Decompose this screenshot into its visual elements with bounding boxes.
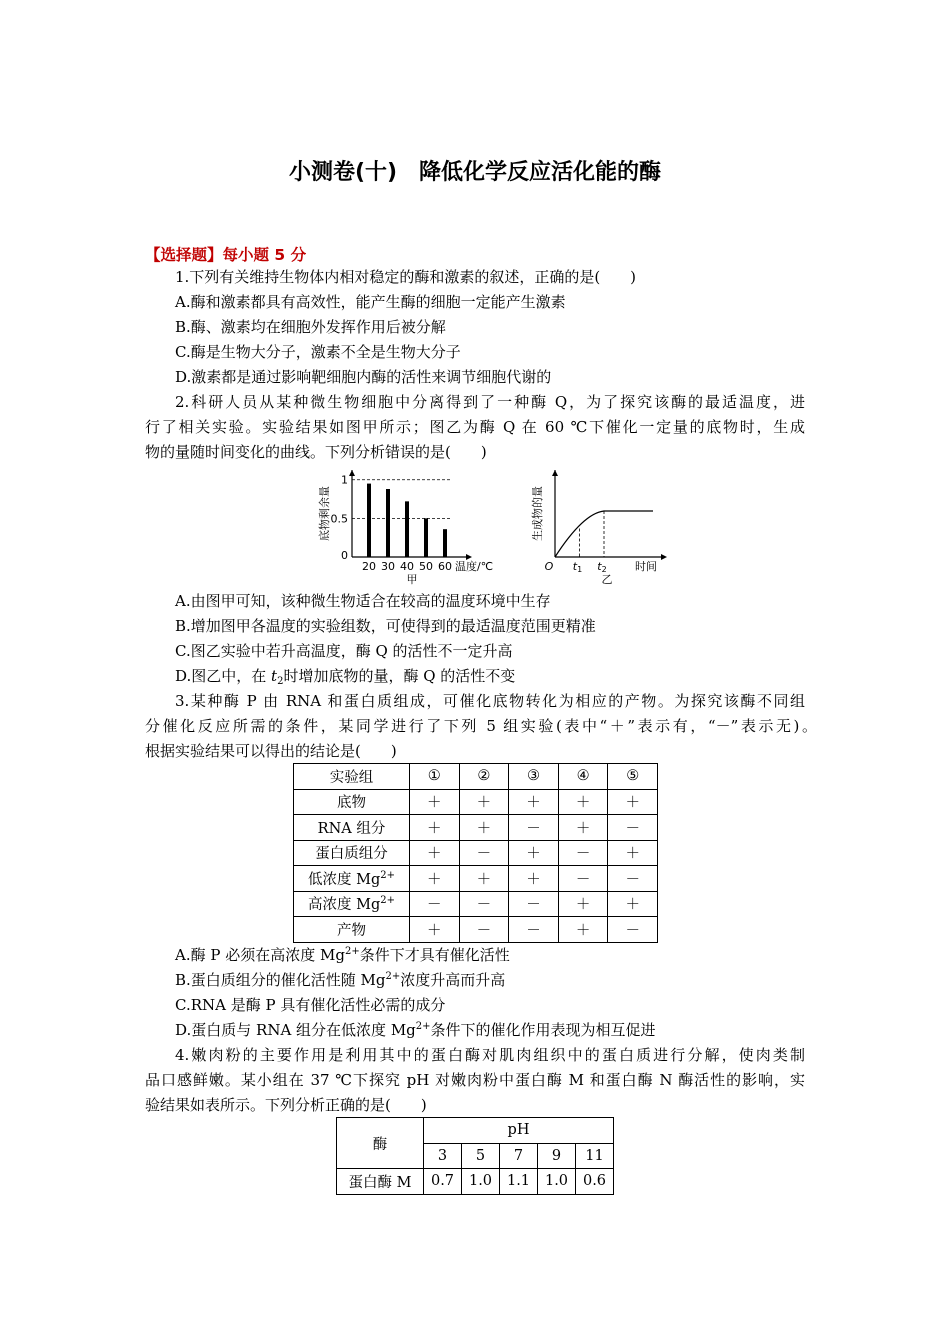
x-tick-label: t1 [572, 560, 583, 574]
page-title: 小测卷(十) 降低化学反应活化能的酶 [288, 160, 662, 185]
bar [443, 529, 447, 557]
q2-figures [300, 462, 680, 586]
x-tick-label: 30 [381, 560, 395, 573]
q2-option-b: B.增加图甲各温度的实验组数，可使得到的最适温度范围更精准 [175, 617, 596, 635]
table-cell: － [558, 866, 608, 892]
table-row [294, 840, 658, 866]
x-axis-arrow [661, 554, 667, 560]
header-group: ④ [558, 764, 608, 790]
x-tick-label: 50 [419, 560, 433, 573]
x-axis-label: 温度/℃ [455, 560, 494, 573]
x-tick-label: 20 [362, 560, 376, 573]
row-label: 低浓度 $Mg^{2+}$ [294, 866, 410, 892]
ph-header: pH [424, 1118, 614, 1144]
header-group: ② [459, 764, 509, 790]
q1-option-d: D.激素都是通过影响靶细胞内酶的活性来调节细胞代谢的 [175, 368, 552, 386]
table-cell: ＋ [410, 789, 460, 815]
table-cell: － [608, 917, 658, 943]
chart-title: 乙 [601, 573, 613, 586]
q4-stem-line1: 4.嫩肉粉的主要作用是利用其中的蛋白酶对肌肉组织中的蛋白质进行分解，使肉类制 [175, 1046, 805, 1064]
q4-stem-line2: 品口感鲜嫩。某小组在 37 ℃下探究 pH 对嫩肉粉中蛋白酶 M 和蛋白酶 N 酶活性的影响，实 [145, 1071, 805, 1089]
table-cell: － [459, 917, 509, 943]
q2-option-d: D.图乙中，在 $t_2$时增加底物的量，酶 Q 的活性不变 [175, 667, 516, 687]
q2-stem-line1: 2.科研人员从某种微生物细胞中分离得到了一种酶 Q，为了探究该酶的最适温度，进 [175, 393, 805, 411]
table-cell: ＋ [410, 866, 460, 892]
table-cell: － [509, 891, 559, 917]
corner-cell: 酶 [337, 1118, 424, 1169]
table-cell: － [558, 840, 608, 866]
y-axis-arrow [552, 470, 558, 476]
ph-value: 11 [576, 1143, 614, 1169]
chart-jia [317, 470, 493, 586]
table-row [294, 789, 658, 815]
table-cell: ＋ [410, 917, 460, 943]
table-row [294, 815, 658, 841]
table-cell: － [509, 815, 559, 841]
q2-option-c: C.图乙实验中若升高温度，酶 Q 的活性不一定升高 [175, 642, 513, 660]
y-tick-label: 0.5 [330, 512, 348, 526]
table-cell: ＋ [608, 840, 658, 866]
q1-stem: 1.下列有关维持生物体内相对稳定的酶和激素的叙述，正确的是( ) [175, 268, 637, 286]
table-cell: － [608, 815, 658, 841]
header-label: 实验组 [294, 764, 410, 790]
table-cell: ＋ [410, 840, 460, 866]
y-axis-label: 底物剩余量 [318, 486, 331, 541]
q2-stem-line3: 物的量随时间变化的曲线。下列分析错误的是( ) [145, 443, 487, 461]
activity-cell: 1.1 [500, 1169, 538, 1195]
q3-option-b: B.蛋白质组分的催化活性随 $Mg^{2+}$浓度升高而升高 [175, 971, 506, 989]
x-tick-label: 60 [438, 560, 452, 573]
row-label: 高浓度 $Mg^{2+}$ [294, 891, 410, 917]
q3-experiment-table [293, 763, 658, 943]
table-row [294, 866, 658, 892]
q1-option-a: A.酶和激素都具有高效性，能产生酶的细胞一定能产生激素 [175, 293, 566, 311]
header-group: ③ [509, 764, 559, 790]
q2-stem-line2: 行了相关实验。实验结果如图甲所示；图乙为酶 Q 在 60 ℃下催化一定量的底物时，生成 [145, 418, 805, 436]
ph-value: 7 [500, 1143, 538, 1169]
q1-option-c: C.酶是生物大分子，激素不全是生物大分子 [175, 343, 461, 361]
table-cell: ＋ [410, 815, 460, 841]
bar [386, 489, 390, 557]
header-group: ① [410, 764, 460, 790]
row-label: 蛋白质组分 [294, 840, 410, 866]
y-axis-label: 生成物的量 [531, 486, 544, 541]
q1-option-b: B.酶、激素均在细胞外发挥作用后被分解 [175, 318, 446, 336]
table-cell: ＋ [608, 891, 658, 917]
header-group: ⑤ [608, 764, 658, 790]
bar [367, 484, 371, 557]
x-tick-label: 40 [400, 560, 414, 573]
table-cell: ＋ [558, 891, 608, 917]
row-label: 底物 [294, 789, 410, 815]
q4-ph-table [336, 1117, 614, 1195]
origin-label: O [544, 560, 554, 573]
table-cell: － [410, 891, 460, 917]
bar [405, 501, 409, 557]
ph-value: 9 [538, 1143, 576, 1169]
chart-title: 甲 [406, 573, 418, 586]
table-cell: ＋ [558, 917, 608, 943]
table-cell: － [459, 840, 509, 866]
table-cell: － [608, 866, 658, 892]
activity-cell: 0.6 [576, 1169, 614, 1195]
table-cell: － [509, 917, 559, 943]
q4-stem-line3: 验结果如表所示。下列分析正确的是( ) [145, 1096, 427, 1114]
x-axis-label: 时间 [635, 560, 657, 573]
table-cell: ＋ [459, 815, 509, 841]
q3-stem-line3: 根据实验结果可以得出的结论是( ) [145, 742, 397, 760]
section-heading: 【选择题】每小题 5 分 [145, 246, 307, 264]
activity-cell: 1.0 [538, 1169, 576, 1195]
table-cell: ＋ [558, 815, 608, 841]
table-cell: － [459, 891, 509, 917]
table-cell: ＋ [509, 789, 559, 815]
activity-cell: 1.0 [462, 1169, 500, 1195]
bar [424, 518, 428, 557]
x-tick-label: t2 [597, 560, 607, 574]
q3-option-c: C.RNA 是酶 P 具有催化活性必需的成分 [175, 996, 446, 1014]
row-label: RNA 组分 [294, 815, 410, 841]
ph-value: 5 [462, 1143, 500, 1169]
q3-stem-line2: 分催化反应所需的条件，某同学进行了下列 5 组实验(表中“＋”表示有，“－”表示无)。 [145, 717, 817, 735]
q3-option-d: D.蛋白质与 RNA 组分在低浓度 $Mg^{2+}$条件下的催化作用表现为相互促进 [175, 1021, 656, 1039]
chart-yi [530, 470, 667, 586]
table-cell: ＋ [459, 866, 509, 892]
table-cell: ＋ [459, 789, 509, 815]
table-cell: ＋ [558, 789, 608, 815]
table-row [294, 917, 658, 943]
activity-cell: 0.7 [424, 1169, 462, 1195]
table-cell: ＋ [608, 789, 658, 815]
q3-stem-line1: 3.某种酶 P 由 RNA 和蛋白质组成，可催化底物转化为相应的产物。为探究该酶不同组 [175, 692, 805, 710]
row-label: 蛋白酶 M [337, 1169, 424, 1195]
table-cell: ＋ [509, 840, 559, 866]
y-axis-arrow [349, 470, 355, 476]
table-row [294, 891, 658, 917]
q3-option-a: A.酶 P 必须在高浓度 $Mg^{2+}$条件下才具有催化活性 [175, 946, 510, 964]
ph-value: 3 [424, 1143, 462, 1169]
q2-option-a: A.由图甲可知，该种微生物适合在较高的温度环境中生存 [175, 592, 551, 610]
y-tick-label: 1 [341, 473, 348, 487]
y-tick-label: 0 [341, 549, 348, 562]
row-label: 产物 [294, 917, 410, 943]
table-cell: ＋ [509, 866, 559, 892]
